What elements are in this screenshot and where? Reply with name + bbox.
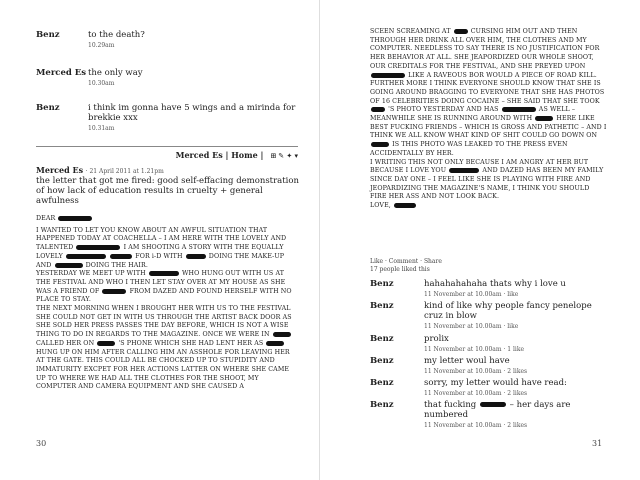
- redaction-mark: [55, 263, 83, 268]
- letter-text: WHO HUNG OUT WITH US AT THE FESTIVAL AND WHO I THEN LET STAY OVER AT MY HOUSE AS SHE WAS A FRIEND OF: [36, 270, 286, 295]
- comment-text: the only way: [88, 68, 143, 78]
- comment-time: 11 November at 10.00am · 2 likes: [424, 368, 528, 375]
- comment-text: my letter woul have: [424, 356, 510, 366]
- comment-author: Benz: [370, 301, 394, 311]
- comment-text: i think im gonna have 5 wings and a mirinda for brekkie xxx: [88, 103, 296, 123]
- letter-text: HUNG UP ON HIM AFTER CALLING HIM AN ASSHOLE FOR LEAVING HER AT THE GATE. THIS COULD ALL BE CHOCKED UP TO STUPIDITY AND IMMATURITY EXCPET FOR HER ACTIONS LATTER ON WHERE SHE CAME UP TO WHERE WE HAD ALL THE CLOTHES FOR THE SHOOT, MY COMPUTER AND CAMERA EQUIPMENT AND SHE CAUSED A: [36, 348, 290, 391]
- nav-icons[interactable]: ⊞ ✎ ✦ ▾: [270, 152, 298, 160]
- letter-text: DOING THE MAKE-UP AND: [36, 252, 285, 269]
- comment-author: Benz: [370, 356, 394, 366]
- redaction-mark: [454, 29, 468, 34]
- comment-author: Benz: [36, 30, 60, 40]
- letter-signoff: LOVE,: [370, 202, 391, 210]
- redaction-mark: [273, 332, 291, 337]
- nav-home-link[interactable]: Home: [231, 150, 258, 160]
- letter-text: AS WELL – MEANWHILE SHE IS RUNNING AROUND WITH: [370, 106, 576, 123]
- redaction-mark: [58, 216, 92, 221]
- comment-time: 11 November at 10.00am · like: [424, 323, 519, 330]
- comment-text-part: – her days are numbered: [424, 400, 571, 420]
- post-date: · 21 April 2011 at 1.21pm: [85, 168, 164, 175]
- letter-text: I WANTED TO LET YOU KNOW ABOUT AN AWFUL SITUATION THAT HAPPENED TODAY AT COACHELLA – I AM HERE WITH THE LOVELY AND TALENTED: [36, 226, 287, 252]
- letter-continuation: [370, 28, 608, 211]
- comment-text-part: that fucking: [424, 400, 477, 410]
- redaction-mark: [97, 341, 115, 346]
- redaction-mark: [394, 203, 416, 208]
- nav-separator: |: [260, 150, 264, 160]
- nav-separator: |: [225, 150, 229, 160]
- comment-time: 10.31am: [88, 125, 115, 132]
- redaction-mark: [502, 107, 536, 112]
- comment-author: Benz: [370, 400, 394, 410]
- comment-text: sorry, my letter would have read:: [424, 378, 567, 388]
- letter-text: CURSING HIM OUT AND THEN THROUGH HER DRINK ALL OVER HIM, THE CLOTHES AND MY COMPUTER. NEEDLESS TO SAY THERE IS NO JUSTIFICATION FOR HER BEHAVIOR AT ALL. SHE JEAPORDIZED OUR WHOLE SHOOT, OUR CREDITALS FOR THE FESTIVAL, AND SHE PREYED UPON: [370, 28, 600, 70]
- letter-text: 'S PHONE WHICH SHE HAD LENT HER AS: [118, 339, 264, 347]
- nav-user-link[interactable]: Merced Es: [175, 150, 223, 160]
- letter-salutation: DEAR: [36, 215, 56, 222]
- letter-text: SCEEN SCREAMING AT: [370, 28, 451, 35]
- comment-author: Benz: [370, 378, 394, 388]
- comment-text: hahahahahaha thats why i love u: [424, 279, 566, 289]
- letter-text: DOING THE HAIR.: [85, 261, 148, 269]
- post-header: [36, 165, 298, 175]
- page-number: 31: [592, 439, 603, 448]
- redaction-mark: [480, 402, 506, 407]
- letter-text: CALLED HER ON: [36, 339, 95, 347]
- letter-body: [36, 215, 298, 392]
- redaction-mark: [110, 254, 132, 259]
- comment-text: [424, 400, 610, 420]
- comment-text: to the death?: [88, 30, 145, 40]
- post-title: the letter that got me fired: good self-effacing demonstration of how lack of education results in cruelty + general awfulness: [36, 176, 299, 206]
- letter-text: FROM DAZED AND FOUND HERSELF WITH NO PLACE TO STAY.: [36, 287, 292, 304]
- letter-text: 'S PHOTO YESTERDAY AND HAS: [388, 106, 499, 114]
- letter-text: LIKE A RAVEOUS BOR WOULD A PIECE OF ROAD KILL. FURTHER MORE I THINK EVERYONE SHOULD KNOW THAT SHE IS GOING AROUND BRAGGING TO EVERYONE THAT SHE HAS PHOTOS OF 16 CELEBRITIES DOING COCAINE – SHE SAID THAT SHE TOOK: [370, 71, 605, 105]
- like-comment-share-links[interactable]: Like · Comment · Share: [370, 258, 442, 265]
- redaction-mark: [66, 254, 106, 259]
- comment-time: 11 November at 10.00am · 1 like: [424, 346, 525, 353]
- letter-text: I AM SHOOTING A STORY WITH THE EQUALLY LOVELY: [36, 244, 284, 260]
- redaction-mark: [76, 245, 120, 250]
- letter-text: I WRITING THIS NOT ONLY BECAUSE I AM ANGRY AT HER BUT BECAUSE I LOVE YOU: [370, 158, 589, 175]
- comment-author: Benz: [370, 279, 394, 289]
- redaction-mark: [186, 254, 206, 259]
- likes-count: 17 people liked this: [370, 266, 430, 273]
- letter-text: HERE LIKE BEST FUCKING FRIENDS – WHICH IS GROSS AND PATHETIC – AND I THINK WE ALL KNOW WHAT KIND OF SHIT COULD GO DOWN ON: [370, 115, 607, 140]
- redaction-mark: [371, 73, 405, 78]
- comment-text: kind of like why people fancy penelope cruz in blow: [424, 301, 592, 321]
- letter-text: FOR i-D WITH: [135, 252, 183, 260]
- redaction-mark: [371, 107, 385, 112]
- comment-time: 10.30am: [88, 80, 115, 87]
- comment-author: Benz: [370, 334, 394, 344]
- page-number: 30: [36, 439, 47, 448]
- post-actions: [370, 258, 442, 274]
- redaction-mark: [149, 271, 179, 276]
- profile-nav-bar: [36, 146, 298, 160]
- letter-text: AND DAZED HAS BEEN MY FAMILY SINCE DAY ONE – I FEEL LIKE SHE IS PLAYING WITH FIRE AND JEOPARDIZING THE MAGAZINE'S NAME, I THINK YOU SHOULD FIRE HER ASS AND NOT LOOK BACK.: [370, 167, 604, 201]
- letter-text: IS THIS PHOTO WAS LEAKED TO THE PRESS EVEN ACCIDENTALLY BY HER.: [370, 141, 568, 157]
- comment-author: Merced Es: [36, 68, 87, 78]
- comment-author: Benz: [36, 103, 60, 113]
- redaction-mark: [371, 142, 389, 147]
- redaction-mark: [102, 289, 126, 294]
- letter-text: YESTERDAY WE MEET UP WITH: [36, 270, 146, 278]
- comment-text: prolix: [424, 334, 449, 344]
- comment-time: 11 November at 10.00am · 2 likes: [424, 390, 528, 397]
- letter-text: THE NEXT MORNING WHEN I BROUGHT HER WITH US TO THE FESTIVAL SHE COULD NOT GET IN WITH US THROUGH THE ARTIST BACK DOOR AS SHE SOLD HER PRESS PASSES THE DAY BEFORE, WHICH IS NOT A WISE THING TO DO IN REGARDS TO THE MAGAZINE. ONCE WE WERE IN: [36, 305, 292, 339]
- redaction-mark: [449, 168, 479, 173]
- redaction-mark: [535, 116, 553, 121]
- comment-time: 11 November at 10.00am · like: [424, 291, 519, 298]
- post-author: Merced Es: [36, 165, 84, 175]
- comment-time: 10.29am: [88, 42, 115, 49]
- comment-time: 11 November at 10.00am · 2 likes: [424, 422, 528, 429]
- redaction-mark: [266, 341, 284, 346]
